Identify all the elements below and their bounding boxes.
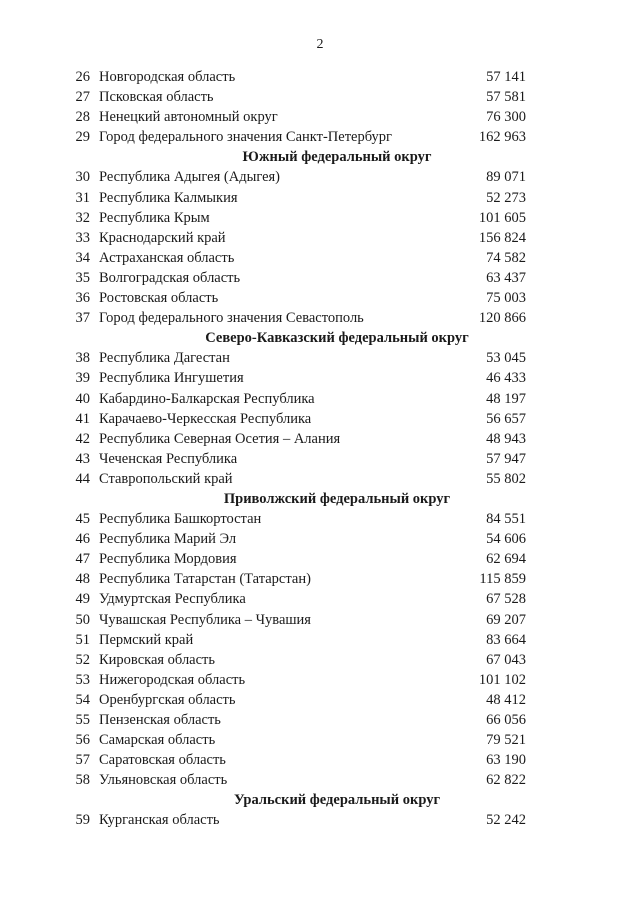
row-number: 54 [75, 691, 90, 708]
region-name: Кабардино-Балкарская Республика [99, 390, 315, 407]
region-value: 67 528 [486, 591, 526, 608]
row-number: 26 [75, 69, 90, 85]
region-name: Новгородская область [99, 69, 236, 85]
row-number: 47 [75, 551, 90, 568]
region-name: Кировская область [99, 651, 216, 668]
row-number: 55 [75, 712, 90, 728]
region-name: Республика Дагестан [99, 350, 230, 367]
row-number: 48 [75, 571, 90, 588]
region-name: Республика Северная Осетия – Алания [99, 430, 341, 447]
region-name: Республика Ингушетия [99, 370, 244, 387]
region-value: 48 412 [486, 691, 526, 708]
row-number: 51 [75, 631, 90, 648]
region-value: 101 605 [478, 209, 526, 226]
row-number: 49 [75, 591, 90, 608]
table-row [0, 368, 640, 388]
row-number: 41 [75, 410, 90, 427]
region-name: Чеченская Республика [99, 450, 238, 467]
table-row [0, 750, 640, 770]
region-value: 101 102 [478, 671, 526, 688]
table-row [0, 409, 640, 429]
region-value: 63 437 [486, 269, 526, 286]
row-number: 31 [75, 189, 90, 206]
row-number: 35 [75, 269, 90, 286]
table-row [0, 549, 640, 569]
region-name: Ульяновская область [99, 772, 228, 789]
row-number: 30 [75, 169, 90, 186]
table-row [0, 308, 640, 328]
row-number: 32 [75, 209, 90, 226]
table-row [0, 228, 640, 248]
table-row [0, 509, 640, 529]
district-heading: Южный федеральный округ [242, 149, 432, 166]
row-number: 56 [75, 732, 90, 749]
table-row [0, 630, 640, 650]
row-number: 43 [75, 450, 90, 467]
region-name: Ставропольский край [99, 470, 233, 487]
region-name: Удмуртская Республика [99, 591, 246, 608]
row-number: 57 [75, 752, 90, 769]
row-number: 36 [75, 290, 90, 307]
region-value: 83 664 [486, 631, 526, 648]
district-heading: Уральский федеральный округ [233, 792, 441, 809]
region-name: Республика Марий Эл [99, 531, 237, 548]
region-value: 48 943 [486, 430, 526, 447]
region-value: 54 606 [486, 531, 526, 548]
page-number: 2 [316, 37, 324, 52]
table-row [0, 188, 640, 208]
region-name: Республика Калмыкия [99, 189, 238, 206]
region-name: Волгоградская область [99, 269, 241, 286]
region-name: Нижегородская область [99, 671, 246, 688]
row-number: 42 [75, 430, 90, 447]
region-name: Ростовская область [99, 290, 219, 307]
row-number: 52 [75, 651, 90, 668]
region-name: Пензенская область [99, 712, 221, 728]
region-name: Самарская область [99, 732, 216, 749]
row-number: 59 [75, 812, 90, 829]
region-value: 156 824 [478, 229, 526, 246]
table-row [0, 569, 640, 589]
table-row [0, 87, 640, 107]
table-row [0, 610, 640, 630]
table-row [0, 469, 640, 489]
region-name: Астраханская область [99, 249, 235, 266]
region-value: 120 866 [478, 310, 526, 327]
table-row [0, 288, 640, 308]
row-number: 50 [75, 611, 90, 628]
region-value: 46 433 [486, 370, 526, 387]
region-name: Пермский край [99, 631, 194, 648]
row-number: 34 [75, 249, 90, 266]
region-value: 57 581 [486, 89, 526, 106]
table-row [0, 770, 640, 790]
row-number: 58 [75, 772, 90, 789]
row-number: 39 [75, 370, 90, 387]
region-name: Чувашская Республика – Чувашия [99, 611, 311, 628]
region-value: 62 694 [486, 551, 526, 568]
region-value: 66 056 [486, 712, 526, 728]
region-name: Республика Адыгея (Адыгея) [99, 169, 281, 186]
table-row [0, 167, 640, 187]
region-value: 89 071 [486, 169, 526, 186]
table-row [0, 67, 640, 87]
table-row [0, 650, 640, 670]
region-value: 52 242 [486, 812, 526, 829]
row-number: 29 [75, 129, 90, 146]
region-value: 69 207 [486, 611, 526, 628]
region-value: 76 300 [486, 109, 526, 126]
region-name: Республика Крым [99, 209, 210, 226]
region-value: 84 551 [486, 511, 526, 528]
row-number: 27 [75, 89, 90, 106]
table-row [0, 389, 640, 409]
region-name: Республика Башкортостан [99, 511, 262, 528]
region-value: 48 197 [486, 390, 526, 407]
table-row [0, 127, 640, 147]
region-value: 55 802 [486, 470, 526, 487]
row-number: 33 [75, 229, 90, 246]
region-name: Курганская область [99, 812, 220, 829]
region-name: Оренбургская область [99, 691, 236, 708]
region-value: 67 043 [486, 651, 526, 668]
row-number: 46 [75, 531, 90, 548]
table-row [0, 529, 640, 549]
table-row [0, 208, 640, 228]
table-row [0, 248, 640, 268]
region-name: Псковская область [99, 89, 214, 106]
region-value: 115 859 [479, 571, 526, 588]
region-name: Краснодарский край [99, 229, 226, 246]
table-row [0, 348, 640, 368]
region-value: 63 190 [486, 752, 526, 769]
row-number: 40 [75, 390, 90, 407]
region-value: 75 003 [486, 290, 526, 307]
region-name: Город федерального значения Санкт-Петербург [99, 129, 393, 146]
region-value: 79 521 [486, 732, 526, 749]
region-name: Ненецкий автономный округ [99, 109, 278, 126]
region-name: Саратовская область [99, 752, 226, 769]
row-number: 38 [75, 350, 90, 367]
region-value: 62 822 [486, 772, 526, 789]
table-row [0, 710, 640, 730]
row-number: 53 [75, 671, 90, 688]
region-value: 74 582 [486, 249, 526, 266]
table-row [0, 670, 640, 690]
table-row [0, 449, 640, 469]
row-number: 37 [75, 310, 90, 327]
table-row [0, 589, 640, 609]
table-row [0, 810, 640, 830]
row-number: 28 [75, 109, 90, 126]
row-number: 44 [75, 470, 90, 487]
region-name: Республика Татарстан (Татарстан) [99, 571, 311, 588]
region-name: Карачаево-Черкесская Республика [99, 410, 312, 427]
region-name: Город федерального значения Севастополь [99, 310, 364, 327]
district-heading: Приволжский федеральный округ [223, 490, 451, 507]
table-row [0, 268, 640, 288]
region-value: 53 045 [486, 350, 526, 367]
region-value: 57 947 [486, 450, 526, 467]
region-name: Республика Мордовия [99, 551, 237, 568]
region-value: 57 141 [486, 69, 526, 85]
region-value: 56 657 [486, 410, 526, 427]
region-value: 162 963 [478, 129, 526, 146]
table-row [0, 730, 640, 750]
table-row [0, 690, 640, 710]
district-heading: Северо-Кавказский федеральный округ [205, 330, 469, 347]
region-value: 52 273 [486, 189, 526, 206]
table-row [0, 107, 640, 127]
regions-table [0, 67, 640, 831]
row-number: 45 [75, 511, 90, 528]
table-row [0, 429, 640, 449]
